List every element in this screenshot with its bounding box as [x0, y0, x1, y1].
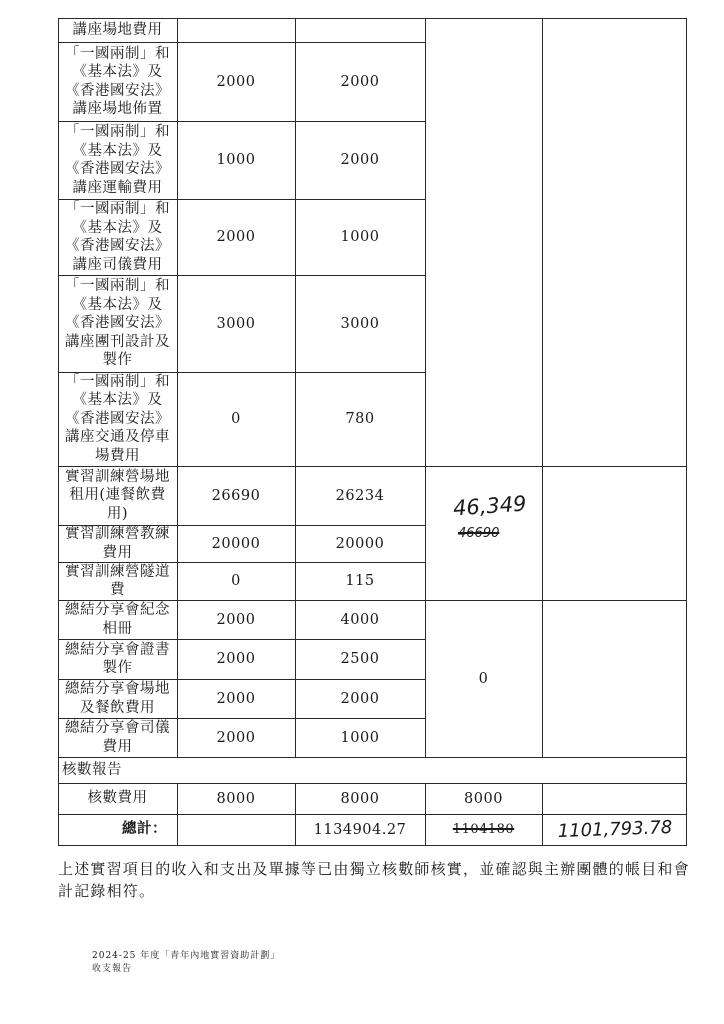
budget-value: 2000 [216, 690, 256, 707]
footer-line-1: 2024-25 年度「青年內地實習資助計劃」 [92, 951, 281, 961]
actual-value: 4000 [340, 611, 380, 628]
footer [92, 950, 280, 976]
actual-value: 1000 [340, 229, 380, 245]
budget-value: 2000 [216, 229, 256, 245]
actual-value: 1000 [340, 729, 380, 746]
camp-struck-amount: 46690 [458, 526, 500, 541]
budget-value: 1000 [216, 152, 256, 168]
actual-value: 2500 [340, 651, 380, 667]
audit-approved-value: 8000 [464, 790, 503, 807]
budget-value: 2000 [216, 729, 256, 746]
footer-line-2: 收支報告 [92, 964, 133, 974]
actual-value: 2000 [340, 73, 380, 90]
row-label: 總結分享會證書製作 [65, 641, 170, 676]
budget-value: 26690 [211, 487, 261, 504]
budget-value: 3000 [216, 315, 256, 332]
audit-fee-label: 核數費用 [87, 790, 148, 807]
sharing-group-approved: 0 [478, 670, 489, 687]
audit-section-header: 核數報告 [62, 761, 122, 778]
actual-value: 2000 [340, 690, 380, 707]
budget-value: 20000 [211, 535, 261, 552]
camp-group-approved [425, 466, 542, 600]
row-label: 總結分享會司儀費用 [65, 720, 170, 755]
audit-budget-value: 8000 [216, 790, 256, 807]
budget-value: 0 [231, 411, 241, 427]
budget-value: 0 [231, 573, 241, 589]
total-actual-value: 1134904.27 [313, 821, 407, 838]
total-label: 總計： [122, 820, 167, 838]
audit-actual-value: 8000 [340, 790, 380, 807]
row-label: 實習訓練營教練費用 [65, 526, 170, 561]
row-label: 實習訓練營隧道費 [65, 563, 170, 598]
actual-value: 115 [345, 573, 375, 589]
camp-handwritten-amount: 46,349 [452, 491, 528, 521]
actual-value: 2000 [340, 152, 380, 168]
budget-value: 2000 [216, 651, 256, 667]
row-label: 總結分享會場地及餐飲費用 [65, 681, 170, 716]
actual-value: 20000 [335, 535, 385, 552]
total-handwritten-value: 1101,793.78 [557, 817, 673, 842]
row-label: 總結分享會紀念相冊 [65, 602, 170, 637]
budget-value: 2000 [216, 611, 256, 628]
row-label: 「一國兩制」和《基本法》及《香港國安法》講座運輸費用 [65, 124, 170, 196]
actual-value: 26234 [335, 487, 385, 504]
total-struck-value: 1104180 [452, 822, 515, 837]
audit-statement: 上述實習項目的收入和支出及單據等已由獨立核數師核實，並確認與主辦團體的帳目和會計記錄相符。 [58, 860, 690, 900]
row-label: 實習訓練營場地租用(連餐飲費用) [65, 468, 170, 522]
expense-table [58, 18, 687, 846]
row-label: 「一國兩制」和《基本法》及《香港國安法》講座交通及停車場費用 [65, 373, 170, 464]
row-label: 「一國兩制」和《基本法》及《香港國安法》講座團刊設計及製作 [65, 278, 170, 369]
actual-value: 3000 [340, 315, 380, 332]
row-label: 「一國兩制」和《基本法》及《香港國安法》講座司儀費用 [65, 201, 170, 273]
row-label: 講座場地費用 [72, 21, 163, 38]
actual-value: 780 [345, 411, 375, 427]
budget-value: 2000 [216, 73, 256, 90]
row-label: 「一國兩制」和《基本法》及《香港國安法》講座場地佈置 [65, 45, 170, 117]
